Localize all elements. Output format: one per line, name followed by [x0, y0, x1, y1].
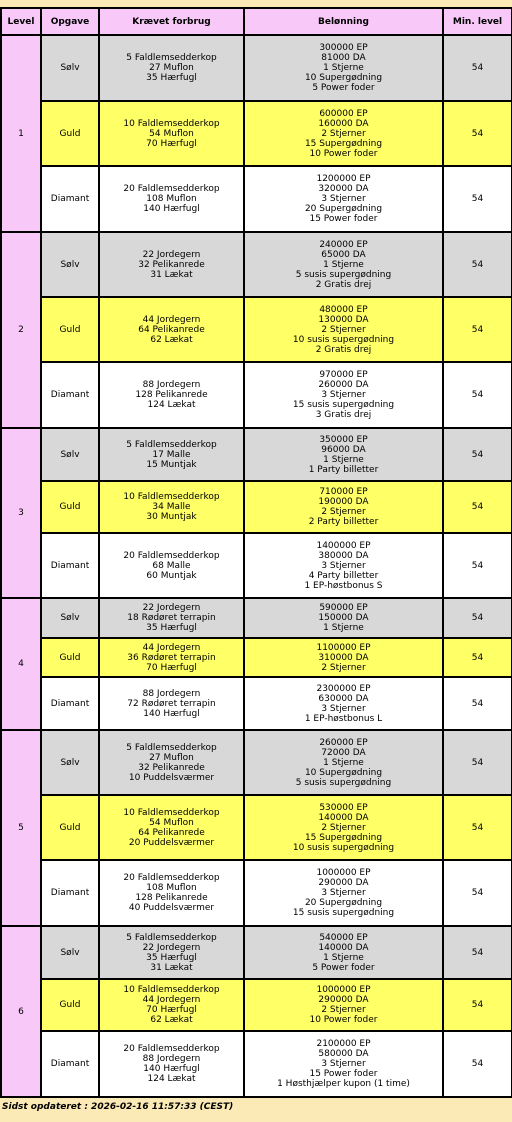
reward-cell — [244, 297, 443, 362]
reward-line: 3 Stjerner — [321, 390, 366, 400]
reward-cell — [244, 481, 443, 533]
requirement-line: 108 Muflon — [146, 194, 197, 204]
requirement-line: 5 Faldlemsedderkop — [126, 439, 217, 450]
reward-line: 5 susis supergødning — [295, 269, 392, 280]
level-cell: 5 — [1, 730, 41, 926]
requirement-line: 32 Pelikanrede — [138, 259, 205, 270]
requirement-line: 54 Muflon — [149, 128, 194, 139]
requirement-line: 140 Hærfugl — [143, 1064, 200, 1074]
reward-line: 1 Stjerne — [323, 952, 364, 963]
header-reward: Belønning — [244, 8, 443, 35]
reward-line: 15 susis supergødning — [292, 908, 395, 918]
reward-line: 240000 EP — [319, 239, 368, 250]
requirement-line: 44 Jordegern — [142, 995, 201, 1005]
reward-line: 65000 DA — [321, 249, 366, 260]
reward-line: 540000 EP — [319, 932, 368, 943]
reward-line: 10 susis supergødning — [292, 334, 395, 345]
reward-line: 1 Stjerne — [323, 259, 364, 270]
reward-line: 5 Power foder — [312, 83, 375, 93]
requirement-line: 124 Lækat — [147, 400, 196, 410]
reward-line: 5 Power foder — [312, 962, 375, 973]
reward-line: 160000 DA — [318, 118, 369, 129]
requirement-line: 70 Hærfugl — [146, 662, 197, 673]
requirement-line: 22 Jordegern — [142, 249, 201, 260]
reward-line: 3 Stjerner — [321, 703, 366, 714]
reward-cell — [244, 1031, 443, 1097]
requirement-line: 20 Faldlemsedderkop — [123, 1044, 220, 1054]
requirement-line: 140 Hærfugl — [143, 708, 200, 719]
reward-line: 1100000 EP — [316, 642, 371, 653]
requirement-cell — [99, 926, 244, 979]
requirement-line: 10 Faldlemsedderkop — [123, 492, 220, 502]
requirement-line: 17 Malle — [152, 449, 191, 460]
reward-line: 380000 DA — [318, 550, 369, 561]
reward-line: 10 susis supergødning — [292, 842, 395, 853]
min-level-cell: 54 — [443, 979, 512, 1031]
table-row — [1, 428, 512, 481]
reward-line: 1 Party billetter — [308, 464, 379, 475]
reward-line: 2300000 EP — [316, 683, 371, 694]
reward-cell — [244, 533, 443, 598]
reward-line: 3 Stjerner — [321, 888, 366, 898]
reward-line: 1200000 EP — [316, 174, 371, 184]
reward-line: 190000 DA — [318, 497, 369, 507]
requirement-line: 40 Puddelsværmer — [128, 903, 215, 913]
requirement-line: 64 Pelikanrede — [138, 827, 205, 838]
reward-cell — [244, 730, 443, 795]
requirement-cell — [99, 166, 244, 232]
table-row — [1, 979, 512, 1031]
reward-line: 96000 DA — [321, 444, 366, 455]
reward-line: 290000 DA — [318, 995, 369, 1005]
task-name-cell: Sølv — [41, 35, 99, 101]
reward-line: 140000 DA — [318, 942, 369, 953]
reward-line: 580000 DA — [318, 1049, 369, 1059]
table-row — [1, 481, 512, 533]
requirement-line: 20 Faldlemsedderkop — [123, 873, 220, 883]
requirement-line: 32 Pelikanrede — [138, 762, 205, 773]
reward-line: 1 EP-høstbonus S — [304, 580, 383, 591]
table-row — [1, 533, 512, 598]
requirement-line: 62 Lækat — [150, 1015, 193, 1025]
reward-cell — [244, 677, 443, 730]
table-row — [1, 232, 512, 297]
reward-line: 15 Supergødning — [304, 832, 383, 843]
header-requirement: Krævet forbrug — [99, 8, 244, 35]
reward-cell — [244, 101, 443, 166]
requirement-line: 128 Pelikanrede — [135, 390, 208, 400]
requirement-line: 68 Malle — [152, 560, 191, 571]
task-name-cell: Guld — [41, 638, 99, 677]
table-row — [1, 677, 512, 730]
reward-line: 130000 DA — [318, 314, 369, 325]
reward-line: 1 Stjerne — [323, 757, 364, 768]
requirement-line: 35 Hærfugl — [146, 952, 197, 963]
min-level-cell: 54 — [443, 730, 512, 795]
reward-line: 1 Høsthjælper kupon (1 time) — [277, 1079, 410, 1089]
requirement-line: 5 Faldlemsedderkop — [126, 53, 217, 63]
requirement-line: 70 Hærfugl — [146, 1005, 197, 1015]
reward-line: 710000 EP — [319, 487, 368, 497]
requirement-line: 124 Lækat — [147, 1074, 196, 1084]
requirement-line: 18 Rødøret terrapin — [127, 613, 216, 623]
reward-cell — [244, 428, 443, 481]
min-level-cell: 54 — [443, 598, 512, 638]
requirement-cell — [99, 598, 244, 638]
reward-line: 1 EP-høstbonus L — [304, 713, 383, 724]
requirement-line: 72 Rødøret terrapin — [127, 698, 216, 709]
requirement-line: 88 Jordegern — [142, 380, 201, 390]
reward-line: 2 Gratis drej — [315, 344, 372, 355]
reward-cell — [244, 232, 443, 297]
reward-cell — [244, 362, 443, 428]
requirement-line: 20 Puddelsværmer — [128, 837, 215, 848]
requirement-cell — [99, 428, 244, 481]
requirement-cell — [99, 533, 244, 598]
requirement-line: 10 Puddelsværmer — [128, 772, 215, 783]
requirement-line: 35 Hærfugl — [146, 623, 197, 633]
table-row — [1, 795, 512, 860]
min-level-cell: 54 — [443, 35, 512, 101]
reward-line: 10 Power foder — [309, 148, 378, 159]
task-name-cell: Guld — [41, 481, 99, 533]
reward-line: 15 susis supergødning — [292, 400, 395, 410]
reward-line: 2 Party billetter — [308, 517, 379, 527]
task-name-cell: Guld — [41, 101, 99, 166]
min-level-cell: 54 — [443, 428, 512, 481]
reward-line: 10 Power foder — [309, 1015, 378, 1025]
reward-line: 1 Stjerne — [323, 454, 364, 465]
table-row — [1, 101, 512, 166]
min-level-cell: 54 — [443, 232, 512, 297]
reward-line: 590000 EP — [319, 603, 368, 613]
requirement-line: 10 Faldlemsedderkop — [123, 118, 220, 129]
reward-line: 2100000 EP — [316, 1039, 371, 1049]
reward-line: 2 Stjerner — [321, 128, 366, 139]
reward-line: 630000 DA — [318, 693, 369, 704]
requirement-line: 64 Pelikanrede — [138, 324, 205, 335]
table-row — [1, 638, 512, 677]
requirement-line: 108 Muflon — [146, 883, 197, 893]
reward-line: 320000 DA — [318, 184, 369, 194]
reward-line: 2 Stjerner — [321, 822, 366, 833]
task-name-cell: Sølv — [41, 232, 99, 297]
reward-line: 480000 EP — [319, 304, 368, 315]
reward-line: 530000 EP — [319, 802, 368, 813]
min-level-cell: 54 — [443, 677, 512, 730]
reward-line: 10 Supergødning — [304, 767, 383, 778]
reward-line: 5 susis supergødning — [295, 777, 392, 788]
header-task: Opgave — [41, 8, 99, 35]
tasks-table — [0, 7, 512, 1098]
reward-cell — [244, 860, 443, 926]
requirement-line: 140 Hærfugl — [143, 204, 200, 214]
reward-line: 3 Stjerner — [321, 560, 366, 571]
task-name-cell: Diamant — [41, 860, 99, 926]
requirement-cell — [99, 101, 244, 166]
min-level-cell: 54 — [443, 101, 512, 166]
table-row — [1, 1031, 512, 1097]
reward-line: 15 Power foder — [309, 1069, 378, 1079]
requirement-line: 20 Faldlemsedderkop — [123, 550, 220, 561]
requirement-line: 15 Muntjak — [146, 459, 197, 470]
requirement-cell — [99, 860, 244, 926]
task-name-cell: Sølv — [41, 730, 99, 795]
table-row — [1, 35, 512, 101]
reward-line: 72000 DA — [321, 747, 366, 758]
task-name-cell: Diamant — [41, 362, 99, 428]
reward-line: 3 Stjerner — [321, 1059, 366, 1069]
requirement-cell — [99, 795, 244, 860]
task-name-cell: Diamant — [41, 166, 99, 232]
reward-line: 310000 DA — [318, 652, 369, 663]
reward-line: 2 Stjerner — [321, 324, 366, 335]
header-min-level: Min. level — [443, 8, 512, 35]
requirement-cell — [99, 638, 244, 677]
min-level-cell: 54 — [443, 481, 512, 533]
min-level-cell: 54 — [443, 533, 512, 598]
requirement-line: 60 Muntjak — [146, 570, 197, 581]
reward-line: 20 Supergødning — [304, 204, 383, 214]
requirement-line: 35 Hærfugl — [146, 73, 197, 83]
requirement-cell — [99, 979, 244, 1031]
reward-line: 3 Stjerner — [321, 194, 366, 204]
last-updated-text: Sidst opdateret : 2026-02-16 11:57:33 (CEST) — [2, 1102, 234, 1112]
requirement-cell — [99, 677, 244, 730]
reward-line: 15 Supergødning — [304, 138, 383, 149]
header-row — [1, 8, 512, 35]
level-cell: 4 — [1, 598, 41, 730]
requirement-cell — [99, 35, 244, 101]
requirement-line: 44 Jordegern — [142, 314, 201, 325]
reward-line: 1 Stjerne — [323, 623, 364, 633]
min-level-cell: 54 — [443, 297, 512, 362]
requirement-line: 5 Faldlemsedderkop — [126, 742, 217, 753]
requirement-cell — [99, 730, 244, 795]
table-row — [1, 860, 512, 926]
reward-cell — [244, 979, 443, 1031]
reward-line: 1000000 EP — [316, 868, 371, 878]
requirement-line: 10 Faldlemsedderkop — [123, 985, 220, 995]
reward-line: 290000 DA — [318, 878, 369, 888]
task-name-cell: Diamant — [41, 1031, 99, 1097]
min-level-cell: 54 — [443, 860, 512, 926]
requirement-line: 54 Muflon — [149, 817, 194, 828]
min-level-cell: 54 — [443, 362, 512, 428]
reward-line: 81000 DA — [321, 53, 366, 63]
reward-line: 260000 DA — [318, 380, 369, 390]
level-cell: 1 — [1, 35, 41, 232]
table-row — [1, 730, 512, 795]
reward-line: 2 Stjerner — [321, 507, 366, 517]
requirement-line: 27 Muflon — [149, 752, 194, 763]
reward-line: 300000 EP — [319, 43, 368, 53]
reward-line: 15 Power foder — [309, 214, 378, 224]
requirement-line: 70 Hærfugl — [146, 138, 197, 149]
min-level-cell: 54 — [443, 1031, 512, 1097]
min-level-cell: 54 — [443, 795, 512, 860]
reward-cell — [244, 926, 443, 979]
requirement-line: 27 Muflon — [149, 63, 194, 73]
task-name-cell: Sølv — [41, 598, 99, 638]
requirement-line: 62 Lækat — [150, 334, 193, 345]
task-name-cell: Sølv — [41, 428, 99, 481]
requirement-line: 88 Jordegern — [142, 688, 201, 699]
reward-cell — [244, 166, 443, 232]
task-name-cell: Sølv — [41, 926, 99, 979]
requirement-line: 36 Rødøret terrapin — [127, 652, 216, 663]
reward-line: 1400000 EP — [316, 540, 371, 551]
requirement-line: 31 Lækat — [150, 962, 193, 973]
requirement-line: 44 Jordegern — [142, 642, 201, 653]
header-level: Level — [1, 8, 41, 35]
reward-cell — [244, 795, 443, 860]
requirement-line: 34 Malle — [152, 502, 191, 512]
reward-line: 970000 EP — [319, 370, 368, 380]
min-level-cell: 54 — [443, 926, 512, 979]
level-cell: 2 — [1, 232, 41, 428]
task-name-cell: Guld — [41, 297, 99, 362]
task-name-cell: Guld — [41, 979, 99, 1031]
requirement-line: 20 Faldlemsedderkop — [123, 184, 220, 194]
task-name-cell: Guld — [41, 795, 99, 860]
reward-line: 260000 EP — [319, 737, 368, 748]
reward-line: 2 Gratis drej — [315, 279, 372, 290]
requirement-cell — [99, 232, 244, 297]
task-name-cell: Diamant — [41, 533, 99, 598]
requirement-line: 128 Pelikanrede — [135, 893, 208, 903]
task-name-cell: Diamant — [41, 677, 99, 730]
requirement-cell — [99, 481, 244, 533]
reward-line: 10 Supergødning — [304, 73, 383, 83]
requirement-cell — [99, 1031, 244, 1097]
requirement-line: 5 Faldlemsedderkop — [126, 932, 217, 943]
reward-line: 3 Gratis drej — [315, 410, 372, 420]
reward-line: 20 Supergødning — [304, 898, 383, 908]
table-row — [1, 297, 512, 362]
reward-cell — [244, 598, 443, 638]
level-cell: 6 — [1, 926, 41, 1097]
table-row — [1, 362, 512, 428]
min-level-cell: 54 — [443, 166, 512, 232]
reward-cell — [244, 638, 443, 677]
table-row — [1, 926, 512, 979]
reward-cell — [244, 35, 443, 101]
reward-line: 350000 EP — [319, 434, 368, 445]
table-body — [1, 35, 512, 1097]
reward-line: 2 Stjerner — [321, 1005, 366, 1015]
reward-line: 150000 DA — [318, 613, 369, 623]
requirement-cell — [99, 362, 244, 428]
level-cell: 3 — [1, 428, 41, 598]
requirement-line: 31 Lækat — [150, 269, 193, 280]
reward-line: 140000 DA — [318, 812, 369, 823]
reward-line: 1 Stjerne — [323, 63, 364, 73]
requirement-cell — [99, 297, 244, 362]
requirement-line: 10 Faldlemsedderkop — [123, 807, 220, 818]
requirement-line: 30 Muntjak — [146, 512, 197, 522]
requirement-line: 22 Jordegern — [142, 603, 201, 613]
reward-line: 4 Party billetter — [308, 570, 379, 581]
requirement-line: 22 Jordegern — [142, 942, 201, 953]
reward-line: 600000 EP — [319, 108, 368, 119]
requirement-line: 88 Jordegern — [142, 1054, 201, 1064]
table-row — [1, 598, 512, 638]
reward-line: 1000000 EP — [316, 985, 371, 995]
min-level-cell: 54 — [443, 638, 512, 677]
table-row — [1, 166, 512, 232]
reward-line: 2 Stjerner — [321, 662, 366, 673]
